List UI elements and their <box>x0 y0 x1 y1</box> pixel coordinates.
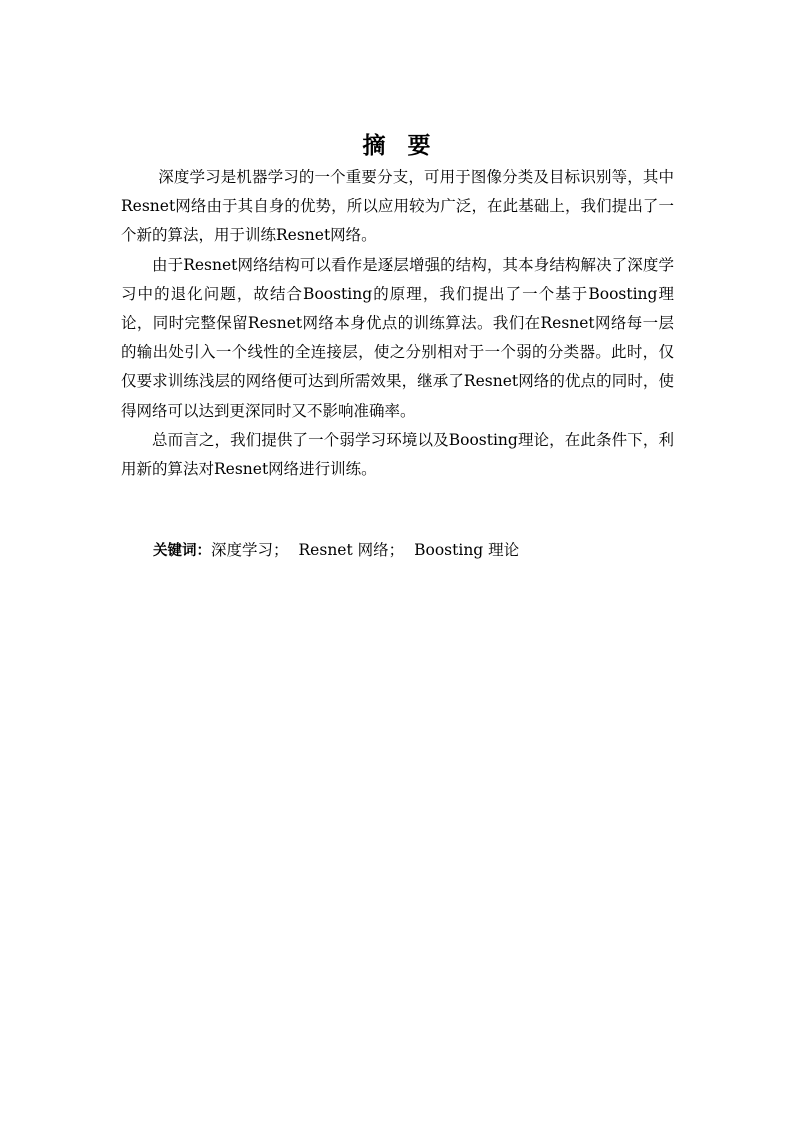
abstract-paragraph-1: 深度学习是机器学习的一个重要分支，可用于图像分类及目标识别等，其中Resnet网络由于其自身的优势，所以应用较为广泛，在此基础上，我们提出了一个新的算法，用于训练Resnet网络。 <box>121 168 674 245</box>
keywords-label: 关键词： <box>153 543 211 559</box>
keyword-item: Boosting 理论 <box>414 541 520 559</box>
keywords-line <box>153 536 693 566</box>
keyword-item: 深度学习； <box>211 541 289 559</box>
abstract-paragraph-2: 由于Resnet网络结构可以看作是逐层增强的结构，其本身结构解决了深度学习中的退化问题，故结合Boosting的原理，我们提出了一个基于Boosting理论，同时完整保留Resnet网络本身优点的训练算法。我们在Resnet网络每一层的输出处引入一个线性的全连接层，使之分别相对于一个弱的分类器。此时，仅仅要求训练浅层的网络便可达到所需效果，继承了Resnet网络的优点的同时，使得网络可以达到更深同时又不影响准确率。 <box>121 255 674 420</box>
abstract-title: 摘要 <box>362 133 453 159</box>
keyword-item: Resnet 网络； <box>298 541 405 559</box>
abstract-paragraph-3: 总而言之，我们提供了一个弱学习环境以及Boosting理论，在此条件下，利用新的算法对Resnet网络进行训练。 <box>121 430 674 479</box>
abstract-body <box>121 163 674 484</box>
